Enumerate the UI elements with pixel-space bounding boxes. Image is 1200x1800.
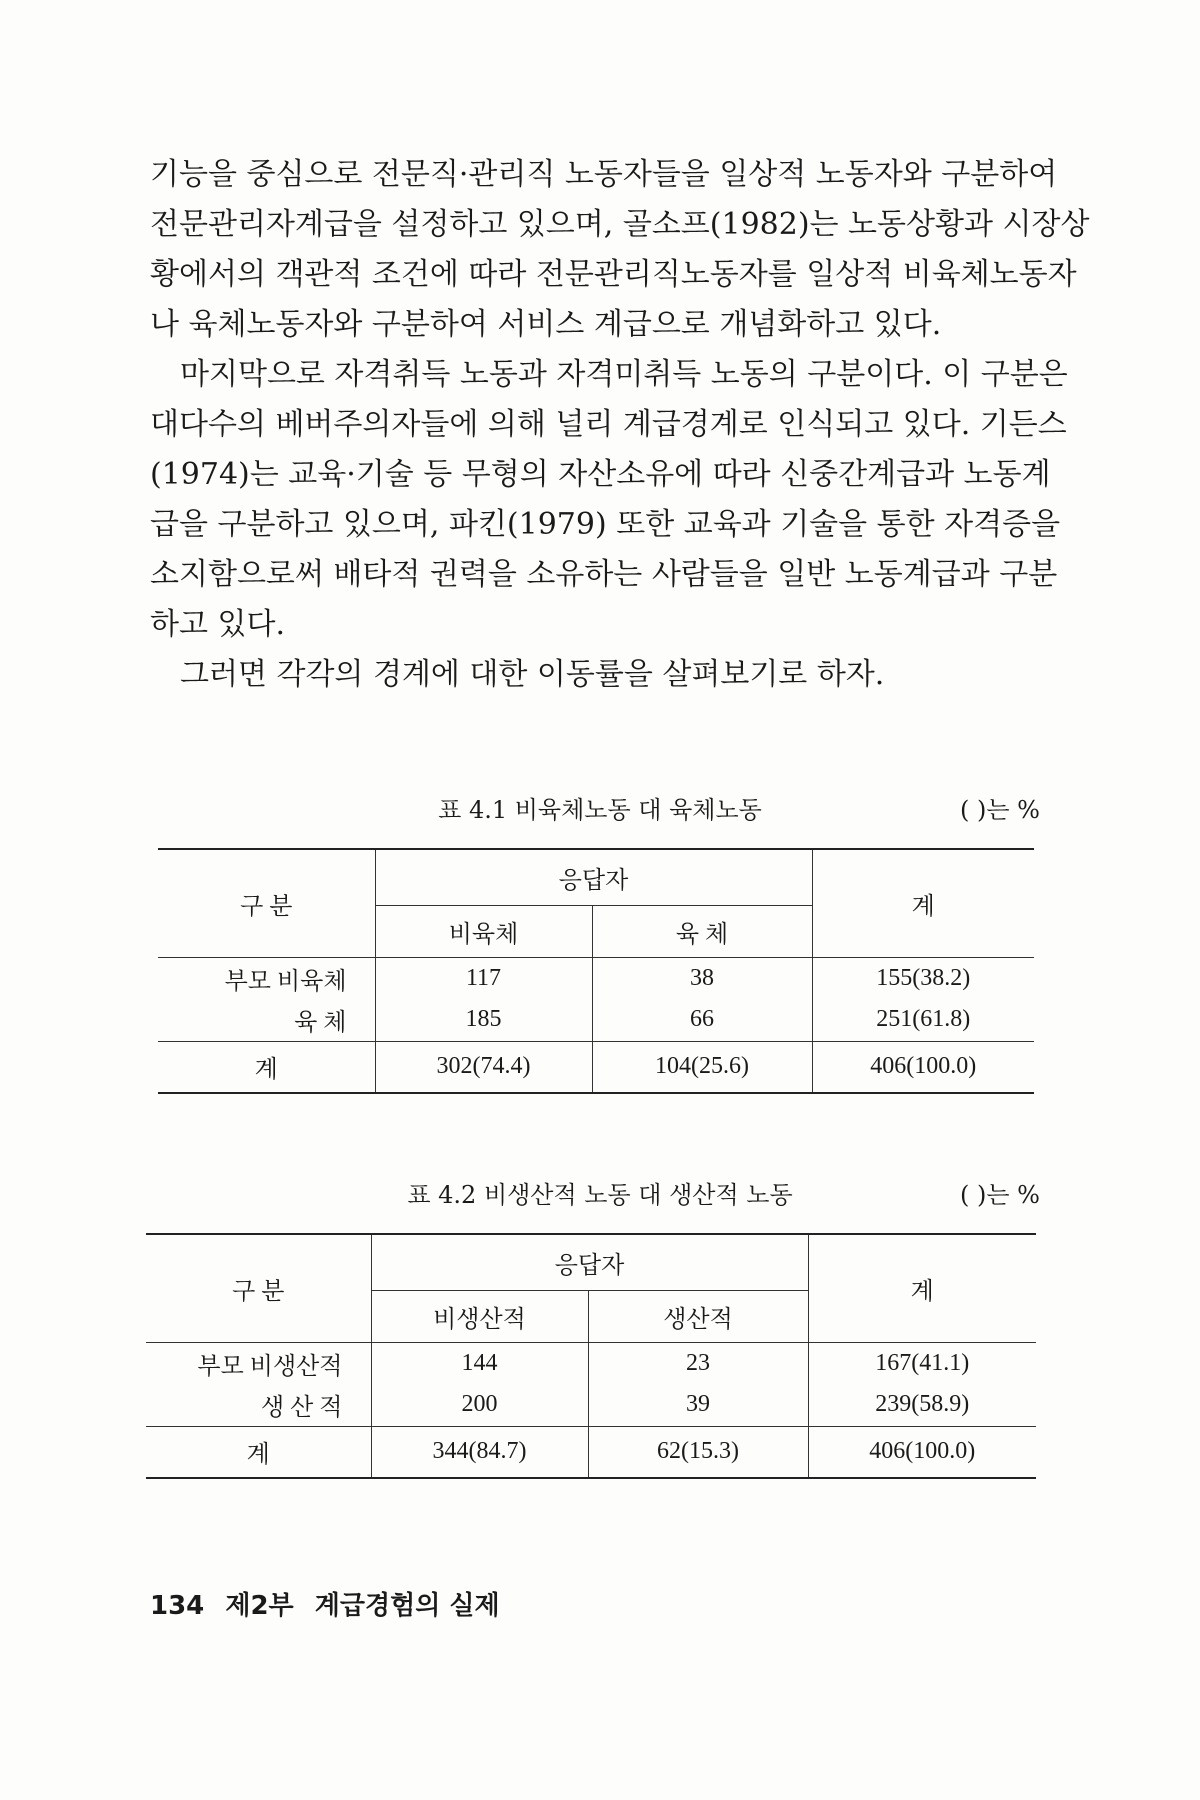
text-line: (1974)는 교육·기술 등 무형의 자산소유에 따라 신중간계급과 노동계: [150, 457, 1051, 492]
table1-header-group: 구 분: [158, 849, 375, 957]
table2-sum-cell: 344(84.7): [371, 1426, 588, 1478]
table2-header-respondent: 응답자: [371, 1234, 808, 1290]
table1-caption-row: [150, 790, 1050, 826]
table1-header-respondent: 응답자: [375, 849, 812, 905]
table2-sum-cell: 406(100.0): [808, 1426, 1036, 1478]
table2-sum-cell: 62(15.3): [588, 1426, 808, 1478]
text-line: 마지막으로 자격취득 노동과 자격미취득 노동의 구분이다. 이 구분은: [180, 357, 1068, 392]
table2-cell: 167(41.1): [875, 1349, 970, 1376]
table2-col-productive: 생산적: [588, 1290, 808, 1342]
chapter-title: 계급경험의 실제: [314, 1591, 500, 1621]
table1-unit-note: ( )는 %: [960, 796, 1040, 824]
table2-row-label: 부모 비생산적: [146, 1342, 371, 1384]
table1-cell: 155(38.2): [876, 964, 971, 991]
text-line: 황에서의 객관적 조건에 따라 전문관리직노동자를 일상적 비육체노동자: [150, 257, 1077, 292]
text-line: 전문관리자계급을 설정하고 있으며, 골소프(1982)는 노동상황과 시장상: [150, 207, 1090, 242]
text-line: 소지함으로써 배타적 권력을 소유하는 사람들을 일반 노동계급과 구분: [150, 557, 1058, 592]
table1-cell: 117: [375, 957, 592, 999]
table1-caption: 표 4.1 비육체노동 대 육체노동: [438, 796, 762, 824]
table2-cell: 23: [588, 1342, 808, 1384]
table1-header-total: 계: [812, 849, 1034, 957]
table1-sum-cell: 104(25.6): [592, 1041, 812, 1093]
body-text: [150, 150, 1090, 700]
page-number: 134: [150, 1591, 205, 1621]
table1-cell: 66: [592, 999, 812, 1041]
table2-cell: 200: [371, 1384, 588, 1426]
table-4-2: [146, 1233, 1036, 1479]
table1-col-manual: 육 체: [592, 905, 812, 957]
table1-sum-cell: 406(100.0): [812, 1041, 1034, 1093]
table1-col-nonmanual: 비육체: [375, 905, 592, 957]
paragraph-2: [150, 350, 1068, 650]
text-line: 나 육체노동자와 구분하여 서비스 계급으로 개념화하고 있다.: [150, 307, 942, 342]
text-line: 기능을 중심으로 전문직·관리직 노동자들을 일상적 노동자와 구분하여: [150, 157, 1058, 192]
part-label: 제2부: [225, 1591, 294, 1621]
table2-cell: 144: [371, 1342, 588, 1384]
table2-col-nonproductive: 비생산적: [371, 1290, 588, 1342]
paragraph-3: [150, 650, 1050, 700]
table1-row-label: 부모 비육체: [158, 957, 375, 999]
text-line: 급을 구분하고 있으며, 파킨(1979) 또한 교육과 기술을 통한 자격증을: [150, 507, 1061, 542]
table1-sum-cell: 302(74.4): [375, 1041, 592, 1093]
page-footer: [150, 1585, 512, 1622]
table2-caption: 표 4.2 비생산적 노동 대 생산적 노동: [407, 1181, 793, 1209]
paragraph-1: [150, 150, 1090, 350]
text-line: 그러면 각각의 경계에 대한 이동률을 살펴보기로 하자.: [180, 657, 885, 692]
table1-cell: 38: [592, 957, 812, 999]
table2-header-group: 구 분: [146, 1234, 371, 1342]
table2-row-label: 생 산 적: [146, 1384, 371, 1426]
table2-cell: 239(58.9): [808, 1384, 1036, 1426]
table2-cell: 39: [588, 1384, 808, 1426]
table-4-1: [158, 848, 1034, 1094]
table2-unit-note: ( )는 %: [960, 1181, 1040, 1209]
table1-cell: 185: [375, 999, 592, 1041]
text-line: 대다수의 베버주의자들에 의해 널리 계급경계로 인식되고 있다. 기든스: [150, 407, 1067, 442]
table2-sum-label: 계: [146, 1426, 371, 1478]
table2-header-total: 계: [808, 1234, 1036, 1342]
table1-row-label: 육 체: [158, 999, 375, 1041]
table1-sum-label: 계: [158, 1041, 375, 1093]
table1-cell: 251(61.8): [812, 999, 1034, 1041]
text-line: 하고 있다.: [150, 607, 285, 642]
table2-caption-row: [150, 1175, 1050, 1211]
